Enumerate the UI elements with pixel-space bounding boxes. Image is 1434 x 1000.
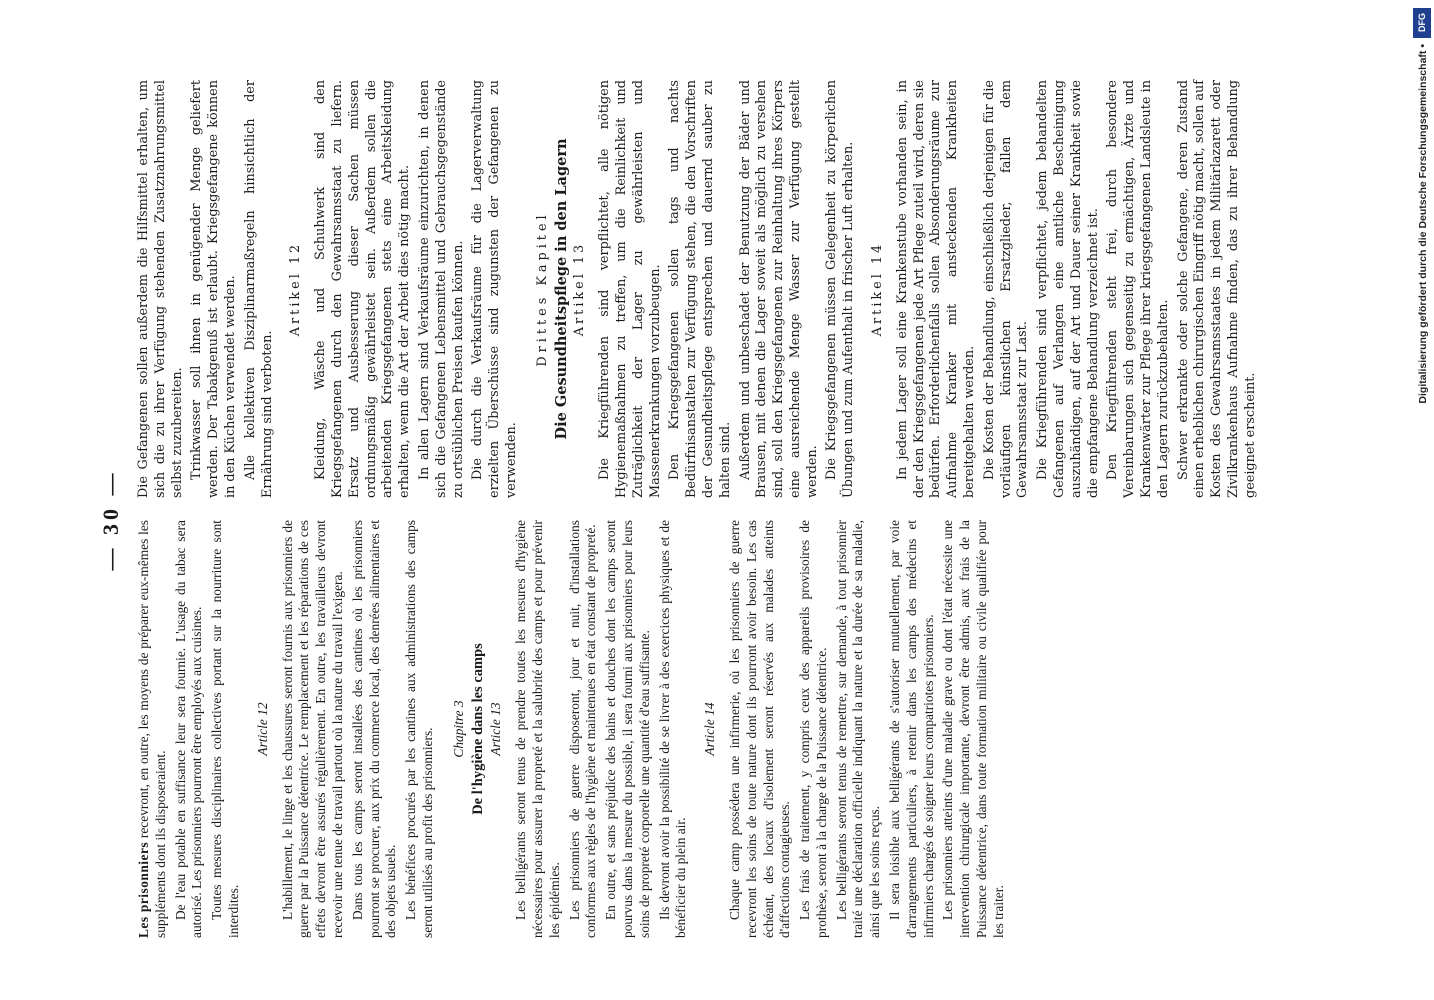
french-article-13-heading: Article 13 (488, 702, 504, 756)
french-article-14-heading: Article 14 (702, 702, 718, 756)
digitization-credit-text: Digitalisierung gefördert durch die Deutsche Forschungsgemeinschaft • (1417, 44, 1429, 404)
french-article-13-paragraph: Ils devront avoir la possibilité de se livrer à des exercices physiques et de bénéficier du plein air. (656, 520, 689, 938)
german-article-13-paragraph: Den Kriegsgefangenen sollen tags und nachts Bedürfnisanstalten zur Verfügung stehen, die den Vorschriften der Gesundheitspflege entsprechen und dauernd sauber zu halten sind. (667, 80, 733, 498)
french-chapter-heading: Chapitre 3 (450, 700, 466, 758)
german-article-14-paragraph: Den Kriegführenden steht frei, durch besondere Vereinbarungen sich gegenseitig zu ermächtigen, Ärzte und Krankenwärter zur Pflege ihrer kriegsgefangenen Landsleute in den Lagern zurückzubehalten. (1105, 80, 1171, 498)
german-article-14-paragraph: In jedem Lager soll eine Krankenstube vorhanden sein, in der den Kriegsgefangenen jede Art Pflege zuteil wird, deren sie bedürfen. Erforderlichenfalls sollen Absonderungsräume zur Aufnahme Kranker mit ansteckenden Krankheiten bereitgehalten werden. (894, 80, 978, 498)
french-chapter-3-block (451, 520, 505, 938)
german-chapter-heading: Drittes Kapitel (534, 211, 550, 367)
page-number: — 30 — (98, 469, 123, 571)
french-article-12-paragraph: Dans tous les camps seront installées des cantines où les prisonniers pourront se procurer, aux prix du commerce local, des denrées alimentaires et des objets usuels. (349, 520, 399, 938)
digitization-credit (1411, 8, 1431, 992)
german-chapter-3-block (535, 80, 589, 498)
german-article-13-paragraph: Die Kriegführenden sind verpflichtet, alle nötigen Hygienemaßnahmen zu treffen, um die Reinlichkeit und Zuträglichkeit der Lager zu gewährleisten und Massenerkrankungen vorzubeugen. (597, 80, 663, 498)
french-article-14-paragraph: Les belligérants seront tenus de remettre, sur demande, à tout prisonnier traité une déclaration officielle indiquant la nature et la durée de sa maladie, ainsi que les soins reçus. (833, 520, 883, 938)
german-article-14-heading: Artikel 14 (870, 241, 886, 337)
german-article-12-paragraph: Kleidung, Wäsche und Schuhwerk sind den Kriegsgefangenen durch den Gewahrsamsstaat zu liefern. Ersatz und Ausbesserung dieser Sachen müssen ordnungsmäßig gewährleistet sein. Außerdem sollen die arbeitenden Kriegsgefangenen stets eine Arbeitskleidung erhalten, wenn die Art der Arbeit dies nötig macht. (313, 80, 413, 498)
dfg-logo-icon: DFG (1413, 8, 1431, 38)
french-water-paragraph: De l'eau potable en suffisance leur sera fournie. L'usage du tabac sera autorisé. Les prisonniers pourront être employés aux cuisines. (172, 520, 205, 938)
french-intro-paragraph (136, 520, 170, 938)
german-article-14-paragraph: Die Kriegführenden sind verpflichtet, jedem behandelten Gefangenen auf Verlangen eine amtliche Bescheinigung auszuhändigen, auf der Art und Dauer seiner Krankheit sowie die empfangene Behandlung verzeichnet ist. (1035, 80, 1101, 498)
french-article-14-paragraph: Les prisonniers atteints d'une maladie grave ou dont l'état nécessite une intervention chirurgicale importante, devront être admis, aux frais de la Puissance détentrice, dans toute formation militaire ou civile qualifiée pour les traiter. (940, 520, 1006, 938)
french-article-13-paragraph: En outre, et sans préjudice des bains et douches dont les camps seront pourvus dans la mesure du possible, il sera fourni aux prisonniers pour leurs soins de propreté corporelle une quantité d'eau suffisante. (603, 520, 652, 938)
german-intro-paragraph: Die Gefangenen sollen außerdem die Hilfsmittel erhalten, um sich die zu ihrer Verfügung stehenden Zusatznahrungsmittel selbst zuzubereiten. (136, 80, 185, 498)
french-intro-lead: Les prisonniers (136, 841, 151, 938)
french-article-14-paragraph: Chaque camp possédera une infirmerie, où les prisonniers de guerre recevront les soins de toute nature dont ils pourront avoir besoin. Les cas échéant, des locaux d'isolement seront réservés aux malades atteints d'affections contagieuses. (726, 520, 793, 938)
french-article-12-paragraph: Les bénéfices procurés par les cantines aux administrations des camps seront utilisés au profit des prisonniers. (403, 520, 435, 938)
rotated-document-page (40, 80, 1410, 960)
german-water-paragraph: Trinkwasser soll ihnen in genügender Menge geliefert werden. Der Tabakgenuß ist erlaubt. Kriegsgefangene können in den Küchen verwendet werden. (189, 80, 238, 498)
german-article-14-paragraph: Schwer erkrankte oder solche Gefangene, deren Zustand einen erheblichen chirurgischen Eingriff nötig macht, sollen auf Kosten des Gewahrsamsstaates in jedem Militärlazarett oder Zivilkrankenhaus Aufnahme finden, das zu ihrer Behandlung geeignet erscheint. (1175, 80, 1258, 498)
german-discipline-paragraph: Alle kollektiven Disziplinarmaßregeln hinsichtlich der Ernährung sind verboten. (242, 80, 275, 498)
german-article-12-heading: Artikel 12 (288, 241, 304, 337)
french-text-column (136, 520, 1011, 938)
french-discipline-paragraph: Toutes mesures disciplinaires collectives portant sur la nourriture sont interdites. (209, 520, 241, 938)
french-intro-rest: recevront, en outre, les moyens de préparer eux-mêmes les suppléments dont ils disposeraient. (136, 520, 168, 938)
french-article-13-paragraph: Les prisonniers de guerre disposeront, jour et nuit, d'installations conformes aux règles de l'hygiène et maintenues en état constant de propreté. (566, 520, 599, 938)
german-text-column (136, 80, 1263, 498)
german-chapter-title: Die Gesundheitspflege in den Lagern (552, 138, 570, 440)
french-article-14-paragraph: Il sera loisible aux belligérants de s'autoriser mutuellement, par voie d'arrangements particuliers, à retenir dans les camps des médecins et infirmiers chargés de soigner leurs compatriotes prisonniers. (887, 520, 936, 938)
german-article-14-paragraph: Die Kosten der Behandlung, einschließlich derjenigen für die vorläufigen künstlichen Ersatzglieder, fallen dem Gewahrsamsstaat zur Last. (981, 80, 1031, 498)
german-article-13-paragraph: Außerdem und unbeschadet der Benutzung der Bäder und Brausen, mit denen die Lager soweit als möglich zu versehen sind, soll den Kriegsgefangenen zur Reinhaltung ihres Körpers eine ausreichende Menge Wasser zur Verfügung gestellt werden. (737, 80, 820, 498)
french-article-13-paragraph: Les belligérants seront tenus de prendre toutes les mesures d'hygiène nécessaires pour assurer la propreté et la salubrité des camps et pour prévenir les épidémies. (513, 520, 562, 938)
german-article-12-paragraph: Die durch die Verkaufsräume für die Lagerverwaltung erzielten Überschüsse sind zugunsten der Gefangenen zu verwenden. (470, 80, 519, 498)
french-article-12-heading: Article 12 (254, 702, 270, 756)
french-chapter-title: De l'hygiène dans les camps (469, 643, 486, 815)
german-article-13-heading: Artikel 13 (572, 241, 588, 337)
german-article-13-paragraph: Die Kriegsgefangenen müssen Gelegenheit zu körperlichen Übungen und zum Aufenthalt in frischer Luft erhalten. (824, 80, 857, 498)
french-article-14-paragraph: Les frais de traitement, y compris ceux des appareils provisoires de prothèse, seront à la charge de la Puissance détentrice. (797, 520, 829, 938)
german-article-12-paragraph: In allen Lagern sind Verkaufsräume einzurichten, in denen sich die Gefangenen Lebensmittel und Gebrauchsgegenstände zu ortsüblichen Preisen kaufen können. (416, 80, 466, 498)
french-article-12-paragraph: L'habillement, le linge et les chaussures seront fournis aux prisonniers de guerre par la Puissance détentrice. Le remplacement et les réparations de ces effets devront être assurés régulièrement. En outre, les travailleurs devront recevoir une tenue de travail partout où la nature du travail l'exigera. (279, 520, 345, 938)
